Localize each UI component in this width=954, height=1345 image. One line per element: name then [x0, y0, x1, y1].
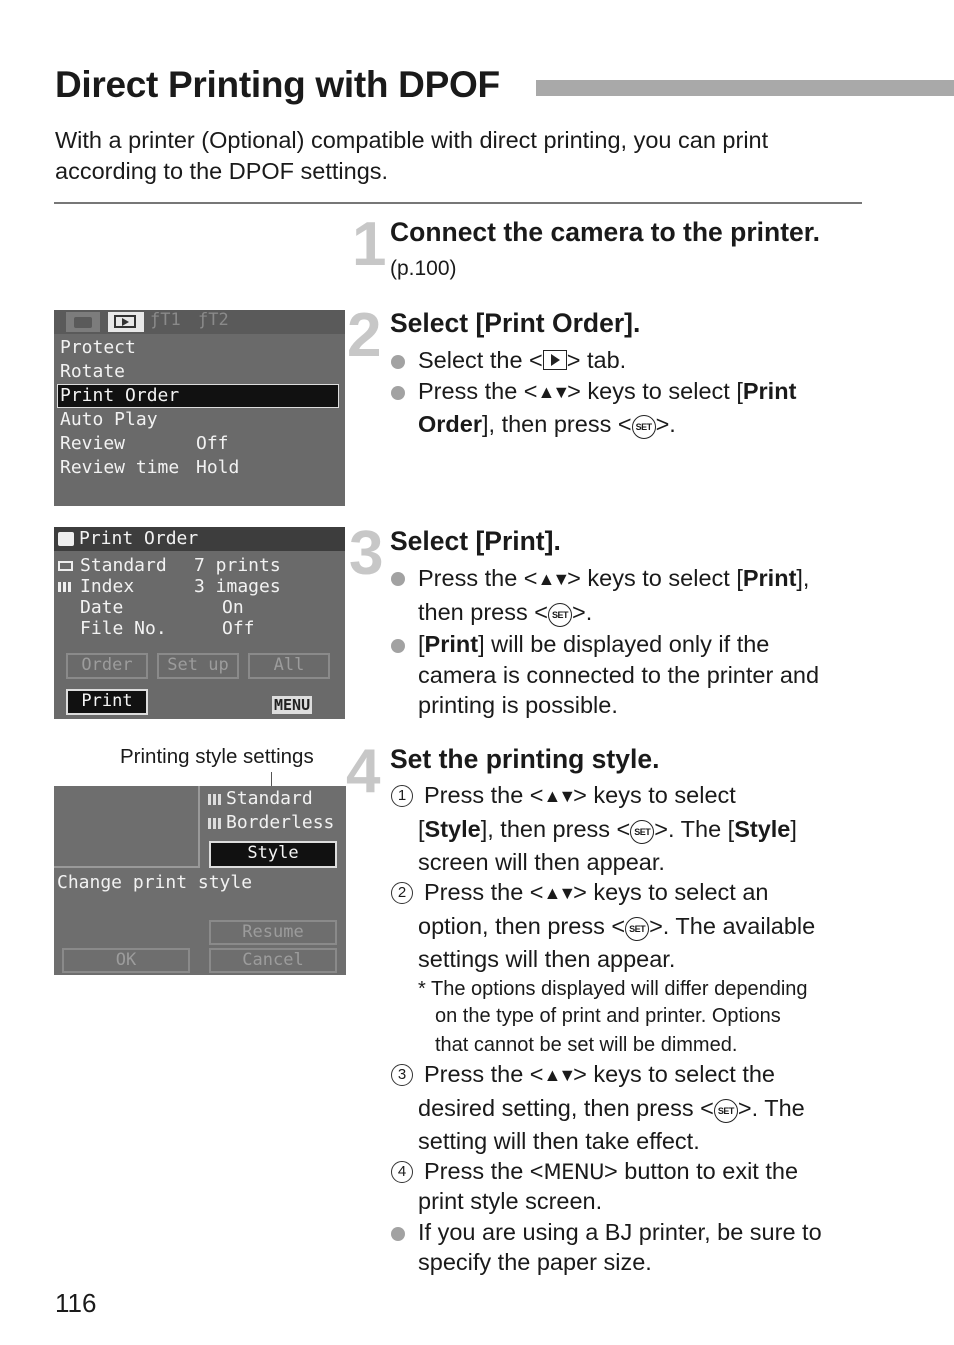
standard-icon: [58, 561, 73, 571]
intro-line: With a printer (Optional) compatible with direct printing, you can print: [55, 127, 769, 153]
step-title: Connect the camera to the printer.: [390, 217, 820, 247]
custom-tab-1: ƒT1: [150, 310, 181, 330]
order-row-label: Date: [80, 597, 124, 618]
set-button-icon: SET: [714, 1099, 738, 1123]
instruction-line: then press < SET >.: [418, 599, 593, 625]
style-selected: Style: [209, 841, 337, 868]
step-title: Select [Print Order].: [390, 308, 641, 338]
instruction-line: [Style], then press < SET >. The [Style]: [418, 816, 797, 842]
note-line: on the type of print and printer. Options: [435, 1005, 781, 1027]
up-down-keys-icon: ▲▼: [543, 786, 574, 806]
step-number: 3: [349, 519, 384, 588]
order-row-value: 3 images: [194, 576, 281, 597]
instruction-line: settings will then appear.: [418, 946, 676, 972]
printer-icon: [58, 532, 74, 546]
intro-line: according to the DPOF settings.: [55, 158, 389, 184]
substep-number: 4: [391, 1161, 413, 1183]
borderless-option-icon: [208, 818, 223, 829]
change-style-label: Change print style: [57, 872, 253, 893]
instruction-line: Press the <▲▼> keys to select an: [424, 879, 769, 905]
order-button: Order: [66, 653, 148, 679]
style-option: Standard: [226, 788, 313, 809]
instruction-line: camera is connected to the printer and: [418, 662, 820, 688]
cancel-button: Cancel: [209, 948, 337, 973]
all-button: All: [248, 653, 330, 679]
setup-button: Set up: [157, 653, 239, 679]
bullet: [391, 572, 405, 586]
instruction-line: screen will then appear.: [418, 849, 665, 875]
instruction-line: If you are using a BJ printer, be sure to: [418, 1219, 822, 1245]
set-button-icon: SET: [625, 917, 649, 941]
menu-item: Rotate: [60, 361, 126, 382]
page-title: Direct Printing with DPOF: [55, 64, 500, 105]
order-row-label: Standard: [80, 555, 167, 576]
menu-item: Review time: [60, 457, 180, 478]
page-reference: (p.100): [390, 257, 457, 280]
set-button-icon: SET: [632, 415, 656, 439]
order-row-label: Index: [80, 576, 135, 597]
instruction-line: option, then press < SET >. The available: [418, 913, 816, 939]
page-number: 116: [55, 1288, 97, 1318]
menu-item: Auto Play: [60, 409, 158, 430]
instruction-line: Press the <▲▼> keys to select [Print],: [418, 565, 810, 591]
section-divider: [54, 202, 862, 204]
order-row-value: Off: [222, 618, 255, 639]
menu-item-value: Off: [196, 433, 229, 454]
playback-tab-icon: [108, 312, 144, 332]
index-icon: [58, 582, 73, 592]
menu-button-icon: MENU: [543, 1160, 604, 1184]
bullet: [391, 1227, 405, 1241]
instruction-line: print style screen.: [418, 1188, 603, 1214]
instruction-line: desired setting, then press < SET >. The: [418, 1095, 805, 1121]
up-down-keys-icon: ▲▼: [543, 883, 574, 903]
figure-caption: Printing style settings: [120, 745, 314, 768]
style-option: Borderless: [226, 812, 335, 833]
menu-return-icon: MENU: [274, 696, 311, 714]
order-row-value: 7 prints: [194, 555, 281, 576]
note-line: * The options displayed will differ depending: [418, 978, 808, 1000]
menu-item-value: Hold: [196, 457, 240, 478]
instruction-line: [Print] will be displayed only if the: [418, 631, 770, 657]
camera-tab-icon: [66, 312, 100, 332]
menu-tab-bar: [54, 310, 345, 334]
instruction-line: setting will then take effect.: [418, 1128, 700, 1154]
instruction-line: specify the paper size.: [418, 1249, 652, 1275]
up-down-keys-icon: ▲▼: [543, 1065, 574, 1085]
substep-number: 2: [391, 882, 413, 904]
bullet: [391, 386, 405, 400]
standard-option-icon: [208, 794, 223, 805]
instruction-line: Press the <▲▼> keys to select the: [424, 1061, 775, 1087]
set-button-icon: SET: [548, 603, 572, 627]
bullet: [391, 639, 405, 653]
print-order-screen: [54, 527, 345, 719]
instruction-line: printing is possible.: [418, 692, 618, 718]
preview-area: [54, 786, 200, 868]
instruction-line: Order], then press < SET >.: [418, 411, 676, 437]
print-order-title: Print Order: [79, 528, 199, 549]
ok-button: OK: [62, 948, 190, 973]
menu-item: Protect: [60, 337, 136, 358]
title-rule-bar: [536, 80, 954, 96]
playback-icon: [543, 350, 567, 370]
menu-item: Review: [60, 433, 126, 454]
print-button: Print: [66, 689, 148, 715]
camera-menu-screen: [54, 310, 345, 506]
step-number: 4: [346, 737, 381, 806]
custom-tab-2: ƒT2: [198, 310, 229, 330]
resume-button: Resume: [209, 920, 337, 945]
order-row-value: On: [222, 597, 244, 618]
order-row-label: File No.: [80, 618, 167, 639]
step-number: 1: [352, 210, 387, 279]
print-style-screen: [54, 786, 346, 975]
step-title: Select [Print].: [390, 526, 561, 556]
instruction-line: Press the <MENU> button to exit the: [424, 1158, 799, 1184]
instruction-line: Press the <▲▼> keys to select [Print: [418, 378, 797, 404]
instruction-line: Press the <▲▼> keys to select: [424, 782, 736, 808]
set-button-icon: SET: [630, 820, 654, 844]
substep-number: 1: [391, 785, 413, 807]
up-down-keys-icon: ▲▼: [537, 382, 568, 402]
intro-text: [55, 125, 875, 187]
up-down-keys-icon: ▲▼: [537, 569, 568, 589]
note-line: that cannot be set will be dimmed.: [435, 1034, 738, 1056]
bullet: [391, 355, 405, 369]
step-number: 2: [347, 301, 382, 370]
menu-item-selected: Print Order: [60, 385, 180, 406]
substep-number: 3: [391, 1064, 413, 1086]
instruction-line: Select the < > tab.: [418, 347, 627, 373]
step-title: Set the printing style.: [390, 744, 660, 774]
